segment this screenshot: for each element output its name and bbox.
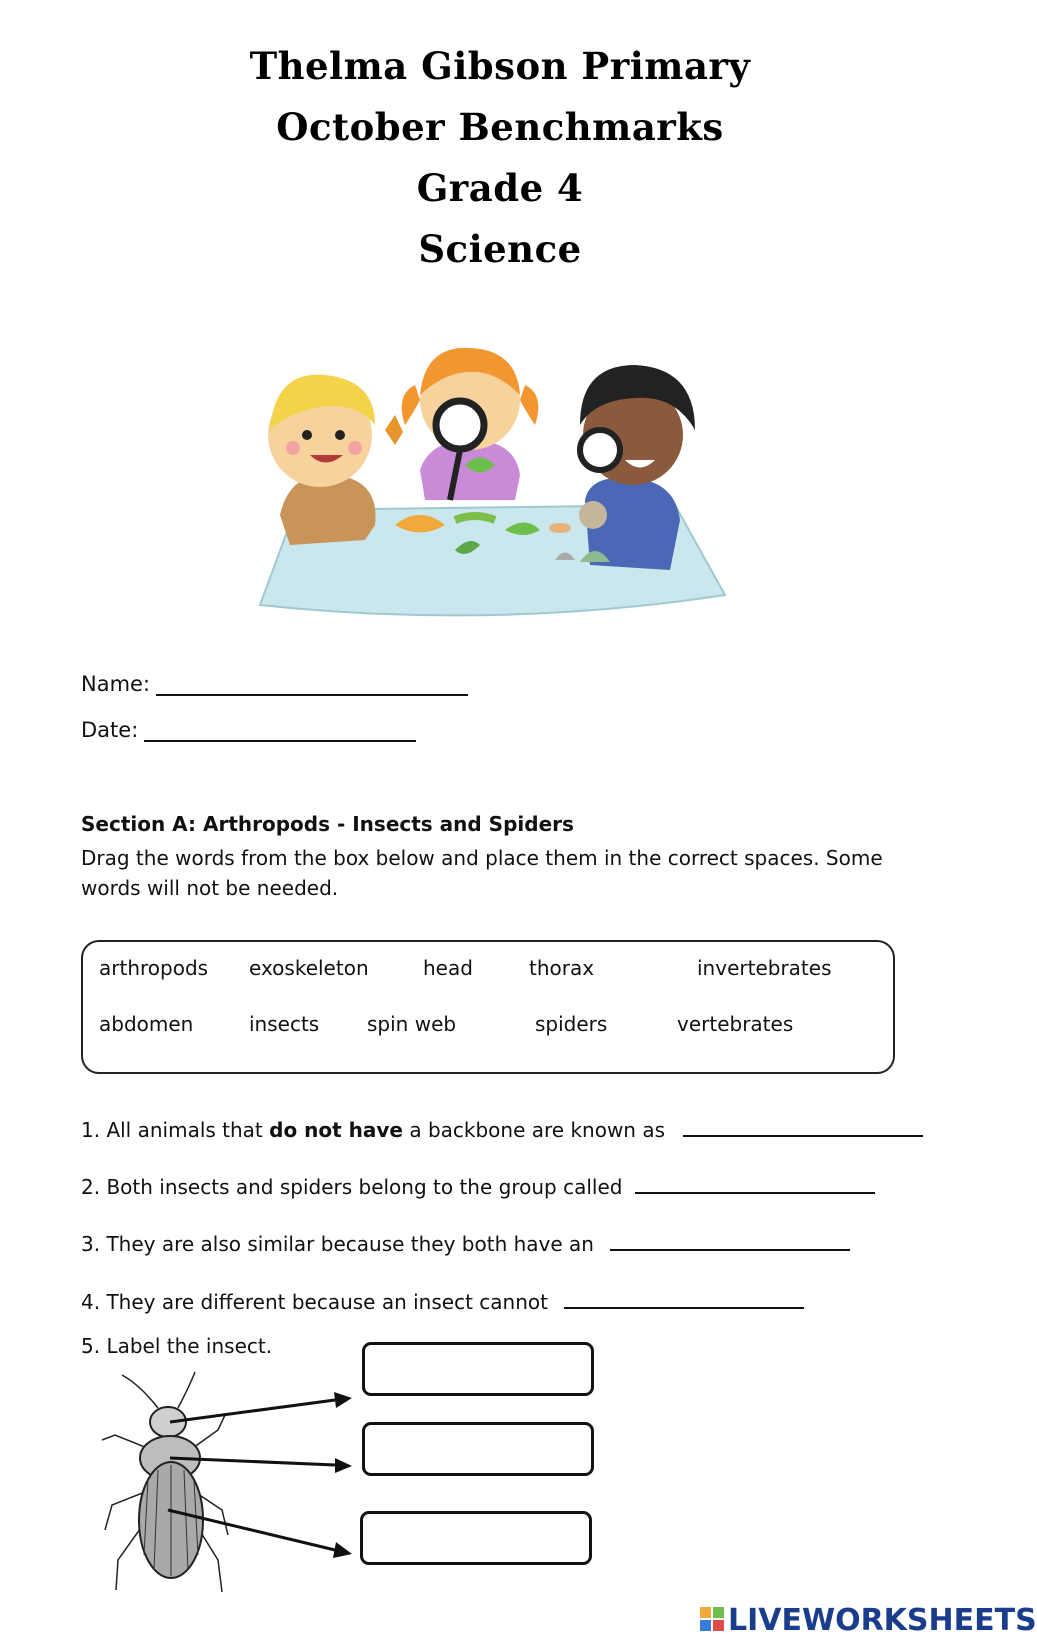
date-blank[interactable] [144,718,416,742]
q3-answer-blank[interactable] [610,1229,850,1251]
subject-title: Science [418,227,582,271]
word-bank [81,940,895,1074]
word-exoskeleton[interactable]: exoskeleton [249,956,369,980]
q4-answer-blank[interactable] [564,1287,804,1309]
word-vertebrates[interactable]: vertebrates [677,1012,794,1036]
label-box-abdomen[interactable] [360,1511,592,1565]
section-title: Section A: Arthropods - Insects and Spiders [81,812,574,836]
label-box-thorax[interactable] [362,1422,594,1476]
q1-text-post: a backbone are known as [402,1118,666,1142]
brand-text: LIVEWORKSHEETS [728,1603,1037,1638]
kids-science-illustration [255,340,735,650]
word-arthropods[interactable]: arthropods [99,956,209,980]
question-4 [81,1287,804,1314]
word-abdomen[interactable]: abdomen [99,1012,194,1036]
q1-text-bold: do not have [269,1118,403,1142]
word-insects[interactable]: insects [249,1012,320,1036]
q4-text: 4. They are different because an insect cannot [81,1290,548,1314]
word-thorax[interactable]: thorax [529,956,595,980]
benchmark-title: October Benchmarks [276,105,724,149]
label-box-head[interactable] [362,1342,594,1396]
liveworksheets-logo-icon [700,1607,724,1631]
q1-answer-blank[interactable] [683,1115,923,1137]
grade-title: Grade 4 [416,166,584,210]
name-field [81,672,468,696]
question-1 [81,1115,923,1142]
word-spiders[interactable]: spiders [535,1012,608,1036]
word-invertebrates[interactable]: invertebrates [697,956,832,980]
word-spin-web[interactable]: spin web [367,1012,457,1036]
liveworksheets-brand [700,1603,1037,1638]
beetle-illustration [90,1370,380,1610]
name-blank[interactable] [156,672,468,696]
q2-answer-blank[interactable] [635,1172,875,1194]
question-5: 5. Label the insect. [81,1334,273,1358]
school-title: Thelma Gibson Primary [249,44,751,88]
date-label: Date: [81,718,139,742]
question-3 [81,1229,850,1256]
word-head[interactable]: head [423,956,473,980]
section-instructions: Drag the words from the box below and place them in the correct spaces. Some words will not be needed. [81,846,883,900]
name-label: Name: [81,672,151,696]
date-field [81,718,416,742]
question-2 [81,1172,875,1199]
q2-text: 2. Both insects and spiders belong to the group called [81,1175,623,1199]
q3-text: 3. They are also similar because they both have an [81,1232,594,1256]
q1-text-pre: 1. All animals that [81,1118,270,1142]
